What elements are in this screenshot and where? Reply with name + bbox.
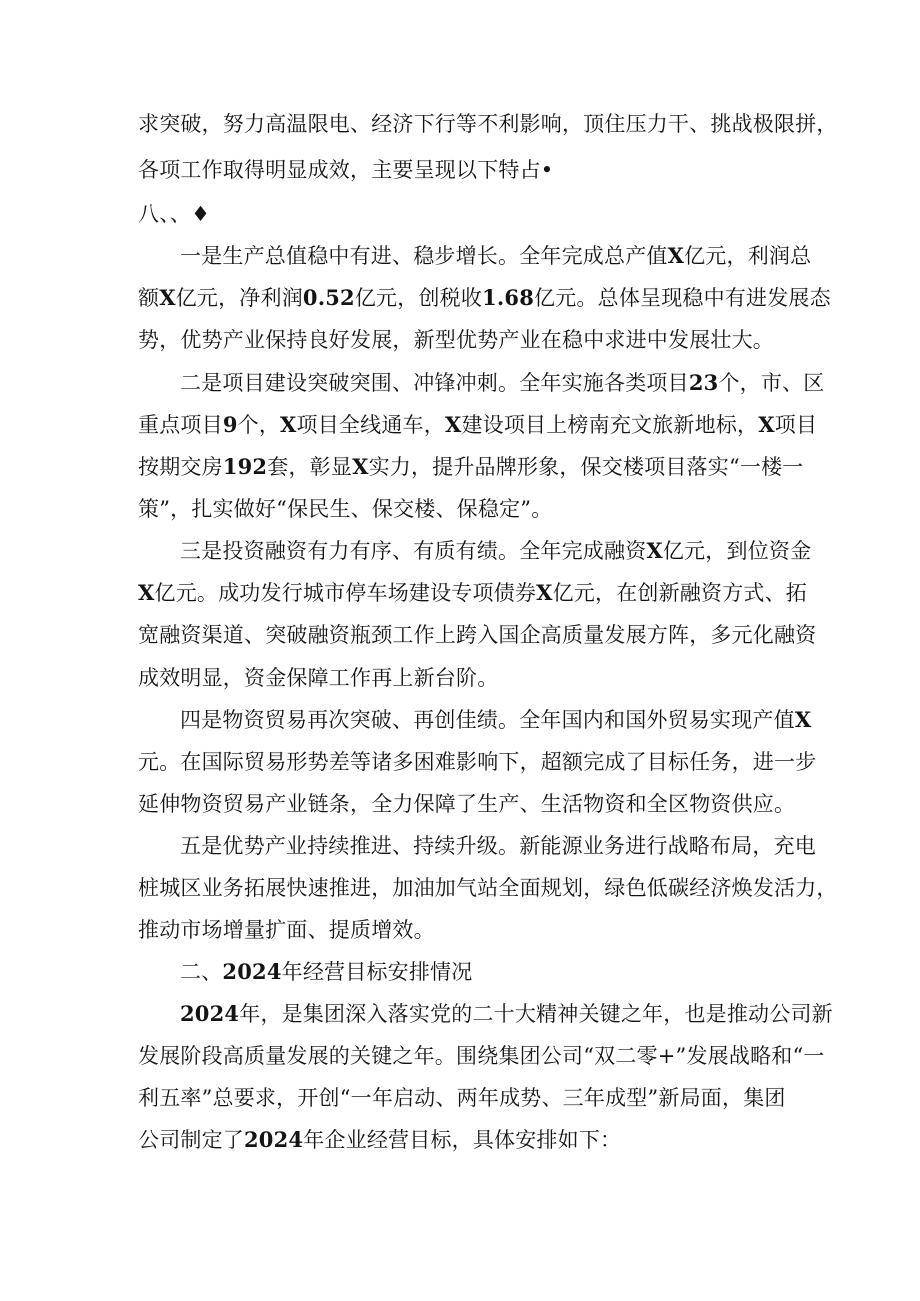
text-line: 势，优势产业保持良好发展，新型优势产业在稳中求进中发展壮大。 xyxy=(138,328,774,352)
text-line: 成效明显，资金保障工作再上新台阶。 xyxy=(138,666,499,690)
text-line: 发展阶段高质量发展的关键之年。围绕集团公司“双二零+”发展战略和“一 xyxy=(138,1044,825,1068)
text-line: 桩城区业务拓展快速推进，加油加气站全面规划，绿色低碳经济焕发活力， xyxy=(138,876,838,900)
text-line: 求突破，努力高温限电、经济下行等不利影响，顶住压力干、挑战极限拼， xyxy=(138,112,838,136)
text-line: 三是投资融资有力有序、有质有绩。全年完成融资X亿元，到位资金 xyxy=(180,538,812,563)
text-line: 二是项目建设突破突围、冲锋冲刺。全年实施各类项目23个，市、区 xyxy=(180,370,825,395)
text-line: 2024年，是集团深入落实党的二十大精神关键之年，也是推动公司新 xyxy=(180,1001,833,1026)
text-line: 策”，扎实做好“保民生、保交楼、保稳定”。 xyxy=(138,497,553,521)
text-line: 公司制定了2024年企业经营目标，具体安排如下： xyxy=(138,1127,622,1152)
section-heading: 二、2024年经营目标安排情况 xyxy=(180,959,473,984)
text-line: 延伸物资贸易产业链条，全力保障了生产、生活物资和全区物资供应。 xyxy=(138,792,796,816)
text-line: 元。在国际贸易形势差等诸多困难影响下，超额完成了目标任务，进一步 xyxy=(138,750,817,774)
text-line: 一是生产总值稳中有进、稳步增长。全年完成总产值X亿元，利润总 xyxy=(180,243,812,268)
text-line: 五是优势产业持续推进、持续升级。新能源业务进行战略布局，充电 xyxy=(180,834,816,858)
text-line: 各项工作取得明显成效，主要呈现以下特占• xyxy=(138,158,554,182)
text-line: 推动市场增量扩面、提质增效。 xyxy=(138,918,435,942)
text-line: 额X亿元，净利润0.52亿元，创税收1.68亿元。总体呈现稳中有进发展态 xyxy=(138,285,831,310)
text-line: 八、、♦ xyxy=(138,202,211,226)
text-line: 利五率”总要求，开创“一年启动、两年成势、三年成型”新局面，集团 xyxy=(138,1086,786,1110)
text-line: 四是物资贸易再次突破、再创佳绩。全年国内和国外贸易实现产值X xyxy=(180,707,812,732)
text-line: X亿元。成功发行城市停车场建设专项债券X亿元，在创新融资方式、拓 xyxy=(138,580,808,605)
text-line: 宽融资渠道、突破融资瓶颈工作上跨入国企高质量发展方阵，多元化融资 xyxy=(138,623,817,647)
text-line: 重点项目9个，X项目全线通车，X建设项目上榜南充文旅新地标，X项目 xyxy=(138,412,818,437)
text-line: 按期交房192套，彰显X实力，提升品牌形象，保交楼项目落实“一楼一 xyxy=(138,454,804,479)
